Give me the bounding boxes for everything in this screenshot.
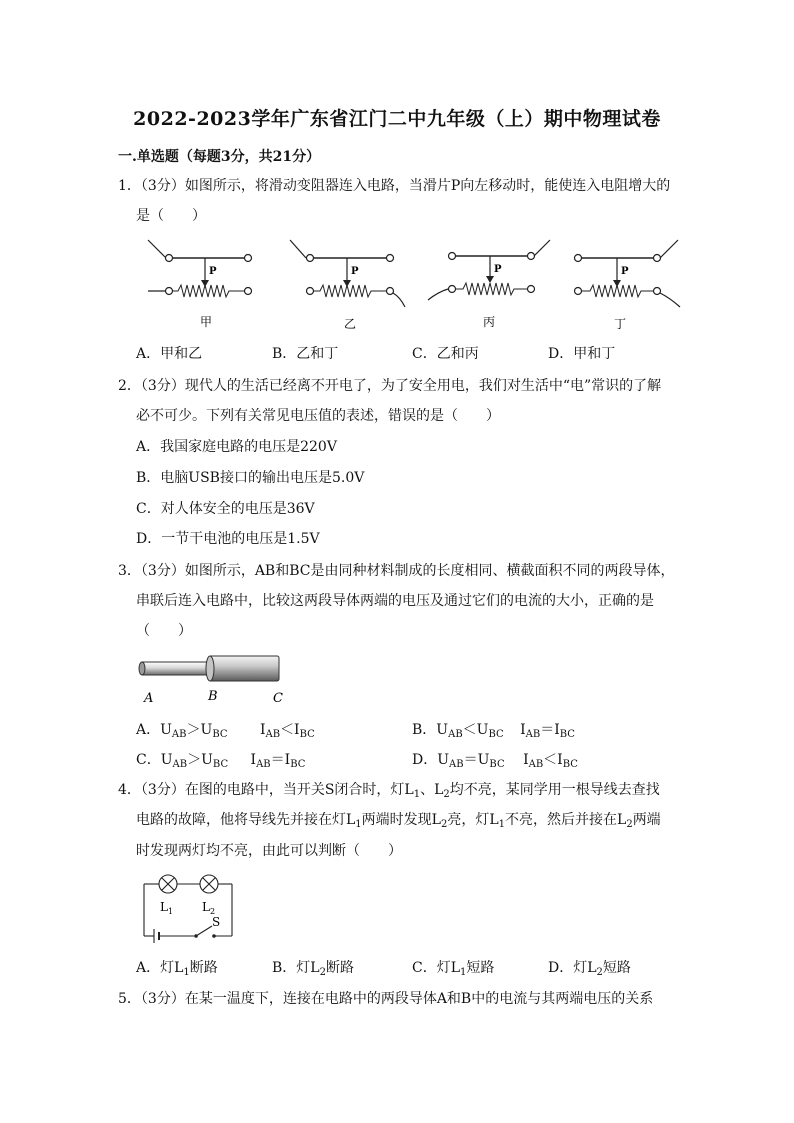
- figure-label-ding: 丁: [614, 317, 627, 331]
- subscript: BC: [559, 729, 575, 740]
- subscript: AB: [525, 729, 541, 740]
- q1-option-b[interactable]: B．乙和丁: [272, 346, 339, 362]
- subscript: 1: [183, 967, 190, 978]
- switch-label: S: [212, 915, 221, 929]
- q5-line-1: 5．（3分）在某一温度下，连接在电路中的两段导体A和B中的电流与其两端电压的关系: [118, 991, 654, 1007]
- text: 两端时发现L: [361, 812, 441, 828]
- option-text: ＞U: [187, 752, 213, 768]
- q2-option-b[interactable]: B．电脑USB接口的输出电压是5.0V: [136, 470, 365, 486]
- q1-rheostat-figures: [130, 234, 690, 334]
- subscript: BC: [562, 759, 578, 770]
- slider-label: P: [209, 266, 217, 277]
- rheostat-figure-yi: [290, 240, 405, 331]
- option-text: D．U: [412, 752, 450, 768]
- subscript: AB: [449, 759, 464, 770]
- option-text: 断路: [325, 960, 354, 976]
- subscript: BC: [290, 759, 306, 770]
- q3-option-a[interactable]: [136, 719, 315, 740]
- q2-option-a[interactable]: A．我国家庭电路的电压是220V: [136, 439, 337, 455]
- q4-option-c[interactable]: [412, 957, 494, 978]
- subscript: BC: [299, 729, 315, 740]
- option-text: 短路: [466, 960, 495, 976]
- option-text: I: [250, 752, 257, 768]
- rheostat-figure-bing: [428, 240, 550, 329]
- option-text: ＜I: [280, 722, 300, 738]
- conductor-label-a: A: [144, 691, 154, 706]
- section-heading: 一.单选题（每题3分，共21分）: [118, 149, 321, 165]
- subscript: AB: [528, 759, 544, 770]
- subscript: AB: [172, 759, 188, 770]
- subscript: AB: [171, 729, 187, 740]
- q4-option-b[interactable]: [272, 957, 354, 978]
- figure-label-yi: 乙: [344, 317, 357, 331]
- q3-option-c[interactable]: [136, 749, 305, 770]
- subscript: 2: [443, 789, 450, 800]
- q1-option-a[interactable]: A．甲和乙: [136, 346, 203, 362]
- q4-option-a[interactable]: [136, 957, 218, 978]
- option-text: 断路: [189, 960, 218, 976]
- q4-line-3: 时发现两灯均不亮，由此可以判断（ ）: [136, 843, 402, 859]
- option-text: ＝I: [540, 722, 560, 738]
- q3-line-3: （ ）: [136, 623, 192, 639]
- subscript: BC: [212, 759, 229, 770]
- q1-line-2: 是（ ）: [136, 208, 206, 224]
- conductor-label-c: C: [273, 691, 283, 706]
- lamp-label-1: [160, 900, 173, 916]
- text: 不亮，然后并接在L: [505, 812, 627, 828]
- q1-option-c[interactable]: C．乙和丙: [412, 346, 479, 362]
- slider-label: P: [351, 266, 359, 277]
- q4-option-d[interactable]: [548, 957, 631, 978]
- subscript: 1: [167, 907, 174, 916]
- option-text: ＜U: [462, 722, 489, 738]
- subscript: 2: [626, 819, 633, 830]
- q4-circuit-diagram: [136, 868, 246, 948]
- option-text: A．灯L: [136, 960, 184, 976]
- rheostat-figure-jia: [148, 240, 252, 329]
- subscript: AB: [256, 759, 271, 770]
- slider-label: P: [621, 266, 629, 277]
- lamp-label-2: [202, 900, 215, 916]
- text: 两端: [632, 812, 661, 828]
- option-text: D．灯L: [548, 960, 597, 976]
- lamp-label-letter: L: [160, 900, 168, 914]
- q1-line-1: 1．（3分）如图所示，将滑动变阻器连入电路，当滑片P向左移动时，能使连入电阻增大的: [118, 178, 671, 194]
- subscript: 1: [460, 967, 467, 978]
- q4-line-1: [118, 780, 660, 805]
- option-text: 短路: [602, 960, 631, 976]
- q3-option-d[interactable]: [412, 749, 578, 770]
- subscript: 2: [319, 967, 326, 978]
- option-text: C．U: [136, 752, 173, 768]
- q2-line-2: 必不可少。下列有关常见电压值的表述，错误的是（ ）: [136, 408, 500, 424]
- option-text: B．U: [412, 722, 449, 738]
- subscript: 1: [498, 819, 506, 830]
- rheostat-figure-ding: [575, 240, 681, 331]
- q3-option-b[interactable]: [412, 719, 575, 740]
- subscript: 2: [209, 907, 216, 916]
- subscript: AB: [265, 729, 281, 740]
- lamp-label-letter: L: [202, 900, 210, 914]
- q2-line-1: 2．（3分）现代人的生活已经离不开电了，为了安全用电，我们对生活中“电”常识的了解: [118, 378, 662, 394]
- option-text: C．灯L: [412, 960, 461, 976]
- q3-line-1: 3．（3分）如图所示，AB和BC是由同种材料制成的长度相同、横截面积不同的两段导体，: [118, 563, 675, 579]
- subscript: BC: [488, 729, 504, 740]
- option-text: ＞U: [186, 722, 213, 738]
- option-text: ＝U: [463, 752, 490, 768]
- subscript: 2: [440, 819, 448, 830]
- option-text: B．灯L: [272, 960, 320, 976]
- figure-label-jia: 甲: [200, 315, 213, 329]
- q3-conductor-figure: [136, 650, 296, 710]
- text: 、L: [420, 782, 444, 798]
- text: 均不亮，某同学用一根导线去查找: [449, 782, 660, 798]
- subscript: AB: [448, 729, 463, 740]
- page-title: 2022-2023学年广东省江门二中九年级（上）期中物理试卷: [133, 108, 661, 130]
- q2-option-d[interactable]: D．一节干电池的电压是1.5V: [136, 531, 320, 547]
- subscript: BC: [212, 729, 228, 740]
- option-text: ＜I: [543, 752, 563, 768]
- q3-line-2: 串联后连入电路中，比较这两段导体两端的电压及通过它们的电流的大小，正确的是: [136, 593, 654, 609]
- text: 4．（3分）在图的电路中，当开关S闭合时，灯L: [118, 782, 414, 798]
- option-text: A．U: [136, 722, 172, 738]
- option-text: I: [520, 722, 526, 738]
- slider-label: P: [494, 264, 502, 275]
- subscript: BC: [489, 759, 505, 770]
- option-text: I: [523, 752, 529, 768]
- option-text: I: [259, 722, 266, 738]
- conductor-label-b: B: [208, 689, 218, 704]
- subscript: 1: [355, 819, 362, 830]
- q1-option-d[interactable]: D．甲和丁: [548, 346, 616, 362]
- subscript: 2: [596, 967, 603, 978]
- option-text: ＝I: [270, 752, 291, 768]
- subscript: 1: [413, 789, 421, 800]
- q4-line-2: [136, 810, 661, 835]
- text: 亮，灯L: [447, 812, 499, 828]
- q2-option-c[interactable]: C．对人体安全的电压是36V: [136, 501, 315, 517]
- figure-label-bing: 丙: [483, 315, 496, 329]
- text: 电路的故障，他将导线先并接在灯L: [136, 812, 356, 828]
